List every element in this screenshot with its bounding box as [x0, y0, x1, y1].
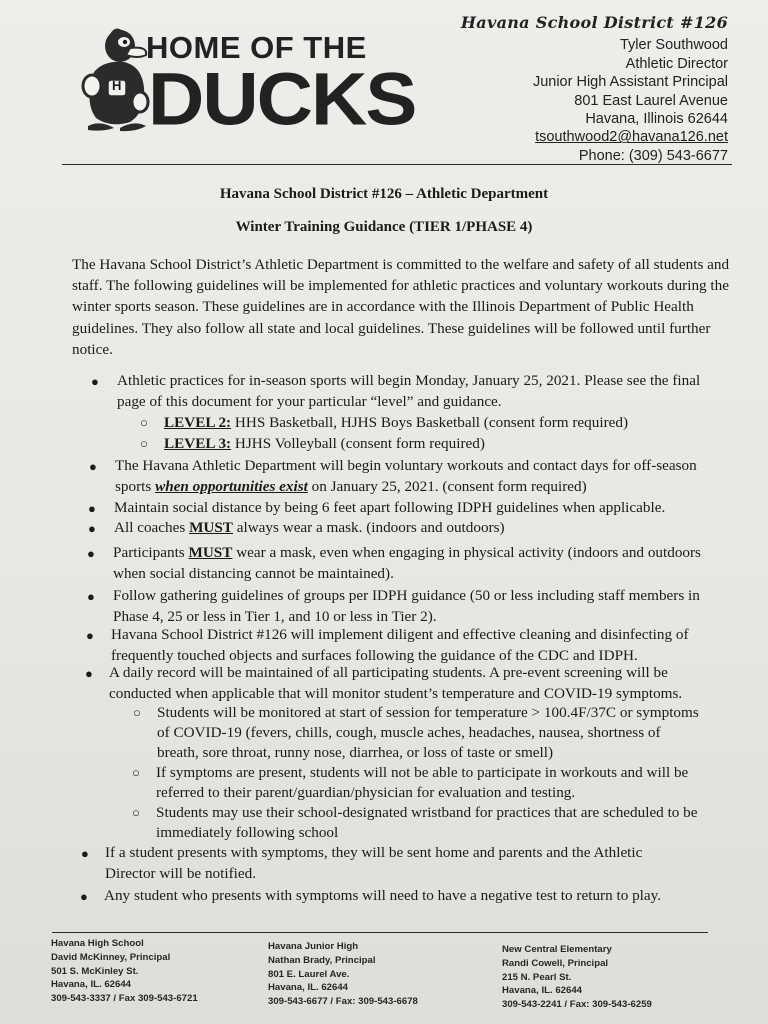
- mascot-sweater-letter: H: [112, 78, 122, 93]
- bullet-dot: ●: [89, 459, 97, 474]
- sub-bullet-circle: ○: [132, 805, 140, 820]
- bullet-4-text-b: always wear a mask. (indoors and outdoors): [232, 519, 505, 536]
- bullet-5-text-a: Participants: [113, 544, 189, 561]
- bullet-6-line-2: Phase 4, 25 or less in Tier 1, and 10 or less in Tier 2).: [113, 608, 437, 625]
- level-2-label: LEVEL 2:: [164, 414, 232, 431]
- bullet-4: [114, 518, 505, 539]
- level-2-text: HHS Basketball, HJHS Boys Basketball (consent form required): [231, 414, 629, 431]
- bullet-dot: ●: [88, 521, 96, 536]
- bullet-5-text-b: wear a mask, even when engaging in physical activity (indoors and outdoors: [232, 544, 701, 561]
- sub-bullet-circle: ○: [132, 765, 140, 780]
- bullet-5-line-2: when social distancing cannot be maintained).: [113, 565, 394, 582]
- footer-city: Havana, IL. 62644: [502, 985, 582, 997]
- bullet-10: Any student who presents with symptoms will need to have a negative test to return to play.: [104, 887, 662, 904]
- sub-bullet-wristband-1: Students may use their school-designated wristband for practices that are scheduled to be: [156, 804, 698, 821]
- level-3-item: [164, 434, 485, 455]
- sub-bullet-wristband-2: immediately following school: [156, 824, 339, 841]
- footer-school-name: Havana Junior High: [268, 941, 359, 952]
- bullet-7-line-1: Havana School District #126 will implement diligent and effective cleaning and disinfecting of: [111, 626, 689, 643]
- bullet-dot: ●: [88, 501, 96, 516]
- sub-bullet-circle: ○: [140, 436, 148, 451]
- bullet-5-must: MUST: [188, 544, 233, 561]
- contact-title-athletic: Athletic Director: [625, 55, 728, 72]
- sub-bullet-symptoms-2: referred to their parent/guardian/physician for evaluation and testing.: [156, 784, 576, 801]
- bullet-5-line-1: [113, 543, 701, 564]
- footer-school-name: Havana High School: [51, 938, 144, 949]
- home-of-the-ducks-logo: [80, 20, 416, 141]
- footer-junior-high: [268, 940, 418, 1009]
- footer-school-name: New Central Elementary: [502, 944, 612, 955]
- bullet-1-line-1: Athletic practices for in-season sports will begin Monday, January 25, 2021. Please see the final: [117, 372, 701, 389]
- footer-divider: [52, 932, 708, 933]
- level-2-item: [164, 413, 628, 434]
- bullet-9-line-1: If a student presents with symptoms, they will be sent home and parents and the Athletic: [105, 844, 643, 861]
- bullet-dot: ●: [91, 374, 99, 389]
- footer-street: 215 N. Pearl St.: [502, 971, 572, 983]
- logo-tagline: HOME OF THE: [146, 30, 367, 65]
- footer-principal: Randi Cowell, Principal: [502, 957, 609, 969]
- bullet-8-line-1: A daily record will be maintained of all participating students. A pre-event screening will be: [109, 664, 668, 681]
- sub-bullet-temperature-2: of COVID-19 (fevers, chills, cough, muscle aches, headaches, nausea, shortness of: [157, 724, 661, 741]
- contact-phone: Phone: (309) 543-6677: [578, 147, 728, 164]
- bullet-2-line-2: [115, 477, 587, 498]
- footer-principal: Nathan Brady, Principal: [268, 954, 376, 966]
- bullet-9-line-2: Director will be notified.: [105, 865, 256, 882]
- bullet-1-line-2: page of this document for your particular “level” and guidance.: [117, 393, 502, 410]
- footer-phone: 309-543-3337 / Fax 309-543-6721: [51, 993, 198, 1005]
- bullet-2-text-a: sports: [115, 478, 156, 495]
- bullet-dot: ●: [87, 589, 95, 604]
- footer-elementary: [502, 943, 652, 1012]
- footer-street: 801 E. Laurel Ave.: [268, 968, 350, 980]
- bullet-7-line-2: frequently touched objects and surfaces following the guidance of the CDC and IDPH.: [111, 647, 638, 664]
- district-name: Havana School District #126: [460, 13, 728, 32]
- contact-email-link[interactable]: tsouthwood2@havana126.net: [535, 129, 728, 146]
- contact-address-city: Havana, Illinois 62644: [585, 111, 728, 128]
- bullet-2-text-b: on January 25, 2021. (consent form required): [307, 478, 587, 495]
- sub-bullet-temperature-1: Students will be monitored at start of session for temperature > 100.4F/37C or symptoms: [157, 704, 699, 721]
- bullet-dot: ●: [87, 546, 95, 561]
- sub-bullet-temperature-3: breath, sore throat, runny nose, diarrhea, or loss of taste or smell): [157, 744, 554, 761]
- bullet-dot: ●: [81, 846, 89, 861]
- bullet-dot: ●: [85, 666, 93, 681]
- footer-principal: David McKinney, Principal: [51, 951, 171, 963]
- contact-address-street: 801 East Laurel Avenue: [574, 92, 728, 109]
- document-subheading: Winter Training Guidance (TIER 1/PHASE 4): [235, 219, 533, 235]
- intro-paragraph: The Havana School District’s Athletic Department is committed to the welfare and safety of all students and staff. The following guidelines will be implemented for athletic practices and voluntary workouts during the winter sports season. These guidelines are in accordance with the Illinois Department of Public Health guidelines. They also follow all state and local guidelines. These guidelines will be followed until further notice.: [72, 256, 730, 358]
- contact-title-assistant-principal: Junior High Assistant Principal: [532, 74, 728, 91]
- bullet-6-line-1: Follow gathering guidelines of groups per IDPH guidance (50 or less including staff members in: [113, 587, 700, 604]
- bullet-2-emphasis: when opportunities exist: [155, 478, 308, 495]
- header-divider: [62, 164, 732, 165]
- contact-name: Tyler Southwood: [619, 37, 728, 54]
- logo-wordmark: DUCKS: [148, 56, 416, 141]
- bullet-4-text-a: All coaches: [114, 519, 190, 536]
- footer-high-school: [51, 937, 198, 1006]
- bullet-dot: ●: [86, 628, 94, 643]
- sub-bullet-circle: ○: [133, 705, 141, 720]
- bullet-8-line-2: conducted when applicable that will monitor student’s temperature and COVID-19 symptoms.: [109, 685, 683, 702]
- sub-bullet-symptoms-1: If symptoms are present, students will not be able to participate in workouts and will be: [156, 764, 689, 781]
- bullet-2-line-1: The Havana Athletic Department will begin voluntary workouts and contact days for off-season: [115, 457, 697, 474]
- footer-city: Havana, IL. 62644: [51, 979, 131, 991]
- level-3-text: HJHS Volleyball (consent form required): [231, 435, 485, 452]
- level-3-label: LEVEL 3:: [164, 435, 232, 452]
- contact-block: [461, 14, 728, 165]
- document-heading: Havana School District #126 – Athletic Department: [219, 186, 549, 202]
- footer-phone: 309-543-2241 / Fax: 309-543-6259: [502, 999, 652, 1011]
- footer-street: 501 S. McKinley St.: [51, 965, 139, 977]
- sub-bullet-circle: ○: [140, 415, 148, 430]
- footer-phone: 309-543-6677 / Fax: 309-543-6678: [268, 996, 418, 1008]
- bullet-3: Maintain social distance by being 6 feet apart following IDPH guidelines when applicable.: [114, 499, 666, 516]
- bullet-4-must: MUST: [189, 519, 233, 536]
- footer-city: Havana, IL. 62644: [268, 982, 348, 994]
- bullet-dot: ●: [80, 889, 88, 904]
